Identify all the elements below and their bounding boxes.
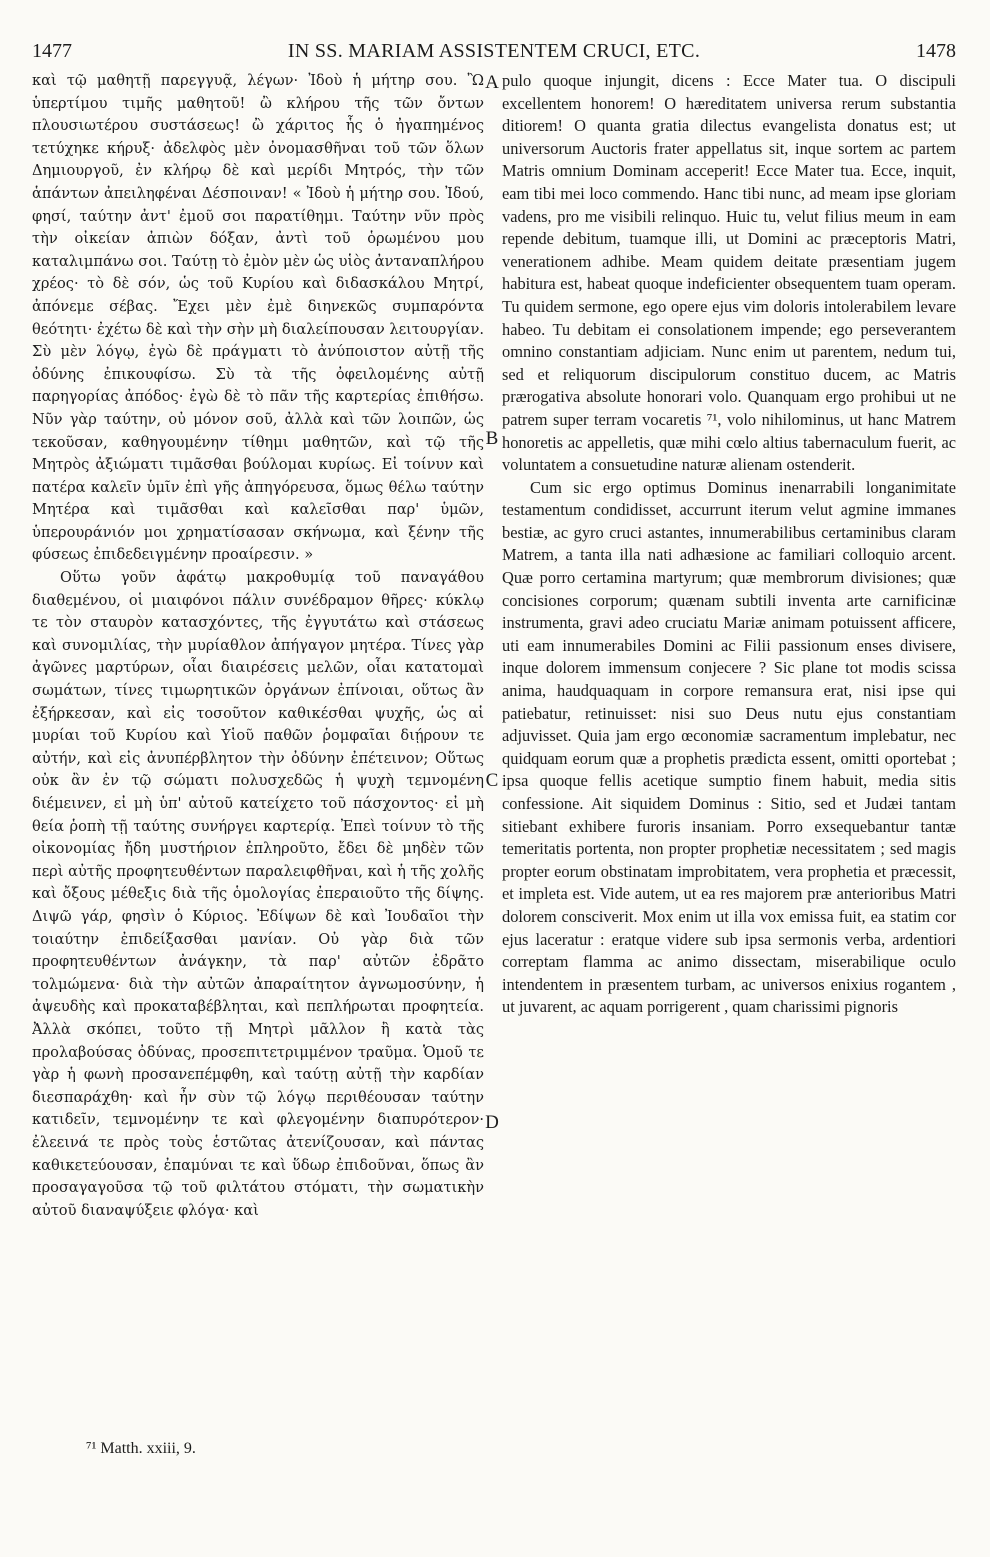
- greek-paragraph: καὶ τῷ μαθητῇ παρεγγυᾷ, λέγων· Ἰδοὺ ἡ μήτηρ σου. Ὢ ὑπερτίμου τιμῆς μαθητοῦ! ὢ κλήρου τῆς τῶν ὄντων πλουσιωτέρου συστάσεως! ὢ χάριτος ἧς ὁ ἠγαπημένος τετύχηκε κήρυξ· ἀδελφὸς μὲν ὀνομασθῆναι τοῦ τῶν ὅλων Δημιουργοῦ, ἐν κλήρῳ δὲ καὶ μερίδι Μητρός, τὴν τῶν ἁπάντων ἀπειληφέναι Δέσποιναν! « Ἰδοὺ ἡ μήτηρ σου. Ἰδού, φησί, ταύτην ἀντ' ἐμοῦ σοι παρατίθημι. Ταύτην νῦν πρὸς τὴν οἰκείαν ἀπιὼν δόξαν, ἀντὶ τοῦ ὁρωμένου μου καταλιμπάνω σοι. Ταύτῃ τὸ ἐμὸν μὲν ὡς υἱὸς ἀνταναπλήρου χρέος· τὸ δὲ σόν, ὡς τοῦ Κυρίου καὶ διδασκάλου Μητρί, ἀπόνεμε σέβας. Ἔχει μὲν ἐμὲ διηνεκῶς συμπαρόντα θεότητι· ἐχέτω δὲ καὶ τὴν σὴν μὴ διαλείπουσαν λειτουργίαν. Σὺ μὲν λόγῳ, ἐγὼ δὲ πράγματι τὸ ἀνύποιστον αὐτῇ τῆς ὀδύνης ἐπικουφίσω. Σὺ τὰ τῆς ὀφειλομένης αὐτῇ παρηγορίας ἀπόδος· ἐγὼ δὲ τὸ πᾶν τῆς καρτερίας ἐπιθήσω. Νῦν γὰρ ταύτην, οὐ μόνον σοῦ, ἀλλὰ καὶ τῶν λοιπῶν, ὡς τεκοῦσαν, καθηγουμένην τίθημι μαθητῶν, καὶ τῷ τῆς Μητρὸς ἀξιώματι τιμᾶσθαι βούλομαι κυρίως. Εἰ τοίνυν καὶ πατέρα καλεῖν ὑμῖν ἐπὶ γῆς ἀπηγόρευσα, ὅμως θέλω ταύτην Μητέρα καὶ τιμᾶσθαι καὶ καλεῖσθαι παρ' ὑμῶν, ὑπερουράνιόν μοι χρηματίσασαν σκήνωμα, καὶ ξένην τῆς φύσεως ἐπιδεδειγμένην προαίρεσιν. »: [32, 72, 484, 564]
- greek-column: [32, 70, 484, 1410]
- latin-paragraph: Cum sic ergo optimus Dominus inenarrabili longanimitate testamentum condidisset, accurrunt iterum velut agmine immanes bestiæ, ac gyro cruci astantes, innumerabilibus certaminibus claram Matrem, a tanta illa nati adhæsione ac familiari colloquio arcent. Quæ porro certamina martyrum; quæ membrorum divisiones; quæ concisiones corporum; quænam subtili inventa arte carnificinæ instrumenta, gravi adeo cruciatu Mariæ animam potuissent afficere, uti eam innumerabiles Domini ac Filii passionum enses divisere, inque dolorem immensum conjecere ? Sic plane tot modis scissa anima, haudquaquam in corpore remansura erat, nisi ipse qui patiebatur, retinuisset: nisi suo Deus nutu ejus constantiam adjuvisset. Quia jam ergo œconomiæ sacramentum implebatur, nec quidquam eorum quæ a prophetis prædicta essent, omitti oportebat ; ipsa quoque fellis acetique sumptio finem habuit, media sitis confessione. Ait siquidem Dominus : Sitio, sed et Judæi tantam sitiebant exhibere furoris insaniam. Porro exsequebantur tantæ temeritatis portenta, non propter prophetiæ necessitatem ; sed magis propter eorum obstinatam improbitatem, vera prophetia et præcessit, et impleta est. Vide autem, ut ea res majorem præ anterioribus Matri dolorem consciverit. Mox enim ut illa vox emissa fuit, ea statim cor ejus laceratur : eratque videre sub ipsa sermonis verba, ardentiori correptam flamma ac animo dissectam, miserabilique oculo intendentem in præsentem turbam, ac universos enixius rogantem , ut juvarent, ac aquam porrigerent , quam charissimi pignoris: [502, 477, 956, 1017]
- running-header: [32, 40, 956, 66]
- page-number-left: 1477: [32, 40, 72, 62]
- page-number-right: 1478: [916, 40, 956, 62]
- section-marker-a: A: [485, 72, 499, 93]
- footnote: ⁷¹ Matth. xxiii, 9.: [86, 1440, 196, 1457]
- section-marker-c: C: [485, 770, 499, 791]
- running-title: IN SS. MARIAM ASSISTENTEM CRUCI, ETC.: [287, 40, 701, 62]
- section-marker-d: D: [485, 1112, 499, 1133]
- latin-paragraph: pulo quoque injungit, dicens : Ecce Mater tua. O discipuli excellentem honorem! O hæreditatem universa rerum substantia ditiorem! O quanta gratia dilectus evangelista donatus est; ut universorum Auctoris frater appellatus sit, inque sortem ac partem Matris omnium Dominam acceperit! Ecce Mater tua. Ecce, inquit, eam tibi mei loco commendo. Hanc tibi nunc, ad meam ipse gloriam vadens, pro me visibili relinquo. Huic tu, velut filius meum in eam repende debitum, tuamque illi, ut Domini ac præceptoris Matri, venerationem adhibe. Meam quidem deitate præsentiam jugem habitura est, habeat quoque indeficienter obsequentem tuam operam. Tu quidem sermone, ego opere ejus vim doloris intolerabilem levare habeo. Tu debitam ei consolationem impende; ego perseverantem omnino constantiam adjiciam. Nunc enim ut parentem, nedum tui, sed et reliquorum discipulorum constituo ducem, ac Matris prærogativa absolute honorari volo. Quanquam ergo prohibui ut ne patrem super terram vocaretis ⁷¹, volo nihilominus, ut hanc Matrem honoretis ac appelletis, quæ mihi cœlo altius tabernaculum fuerit, ac voluntatem a consuetudine naturæ alienam ostenderit.: [502, 71, 956, 475]
- greek-paragraph: Οὕτω γοῦν ἀφάτῳ μακροθυμίᾳ τοῦ παναγάθου διαθεμένου, οἱ μιαιφόνοι πάλιν συνέδραμον θῆρες· κύκλῳ τε τὸν σταυρὸν κατασχόντες, τῆς ἐγγυτάτω καὶ στάσεως καὶ συνομιλίας, τὴν μυρίαθλον ἀπήγαγον μητέρα. Τίνες γὰρ ἀγῶνες μαρτύρων, οἷαι διαιρέσεις μελῶν, οἷαι κατατομαὶ σωμάτων, τίνες τιμωρητικῶν ὀργάνων ἐπίνοιαι, οὕτως ἂν ἐξήρκεσαν, καὶ εἰς τοσοῦτον καθικέσθαι ψυχῆς, ὡς αἱ μυρίαι τοῦ Κυρίου καὶ Υἱοῦ παθῶν ῥομφαῖαι διῄρουν τε αὐτήν, καὶ εἰς ἀνυπέρβλητον τὴν ὀδύνην ἐπέτεινον; Οὕτως οὐκ ἂν ἐν τῷ σώματι πολυσχεδῶς ἡ ψυχὴ τεμνομένη διέμεινεν, εἰ μὴ ὑπ' αὐτοῦ κατείχετο τοῦ πάσχοντος· εἰ μὴ θεία ῥοπὴ τῇ ταύτης συνήργει καρτερίᾳ. Ἐπεὶ τοίνυν τὸ τῆς οἰκονομίας ἤδη μυστήριον ἐπληροῦτο, ἔδει δὲ μηδὲν τῶν περὶ αὐτῆς προφητευθέντων παραλειφθῆναι, καὶ ἡ τῆς χολῆς καὶ ὄξους μέθεξις διὰ τῆς ὁμολογίας ἐπεραιοῦτο τῆς δίψης. Διψῶ γάρ, φησὶν ὁ Κύριος. Ἐδίψων δὲ καὶ Ἰουδαῖοι τὴν τοιαύτην ἐπιδείξασθαι μανίαν. Οὐ γὰρ διὰ τῶν προφητευθέντων ἀνάγκην, τὰ παρ' αὐτῶν ἐδρᾶτο τολμώμενα· διὰ τὴν αὐτῶν ἀπαραίτητον ἀγνωμοσύνην, ἡ ἀψευδὴς καὶ προκαταβέβληται, καὶ πεπλήρωται προφητεία. Ἀλλὰ σκόπει, τοῦτο τῇ Μητρὶ μᾶλλον ἢ κατὰ τὰς προλαβούσας ὀδύνας, προσεπιτετριμμένον τραῦμα. Ὁμοῦ τε γὰρ ἡ φωνὴ προσανεπέμφθη, καὶ ταύτῃ αὐτῇ τὴν καρδίαν διεσπαράχθη· καὶ ἦν σὺν τῷ λόγῳ περιθέουσαν ταύτην κατιδεῖν, τεμνομένην τε καὶ φλεγομένην διαπυρότερον· ἐλεεινά τε πρὸς τοὺς ἑστῶτας ἀτενίζουσαν, καὶ πάντας καθικετεύουσαν, ἐπαμύναι τε καὶ ὕδωρ ἐπιδοῦναι, ὅπως ἂν προσαγαγοῦσα τῷ τοῦ φιλτάτου στόματι, τὴν σωματικὴν αὐτοῦ διαναψύξειε φλόγα· καὶ: [32, 569, 484, 1219]
- latin-column: [502, 70, 956, 1410]
- section-marker-b: B: [485, 428, 499, 449]
